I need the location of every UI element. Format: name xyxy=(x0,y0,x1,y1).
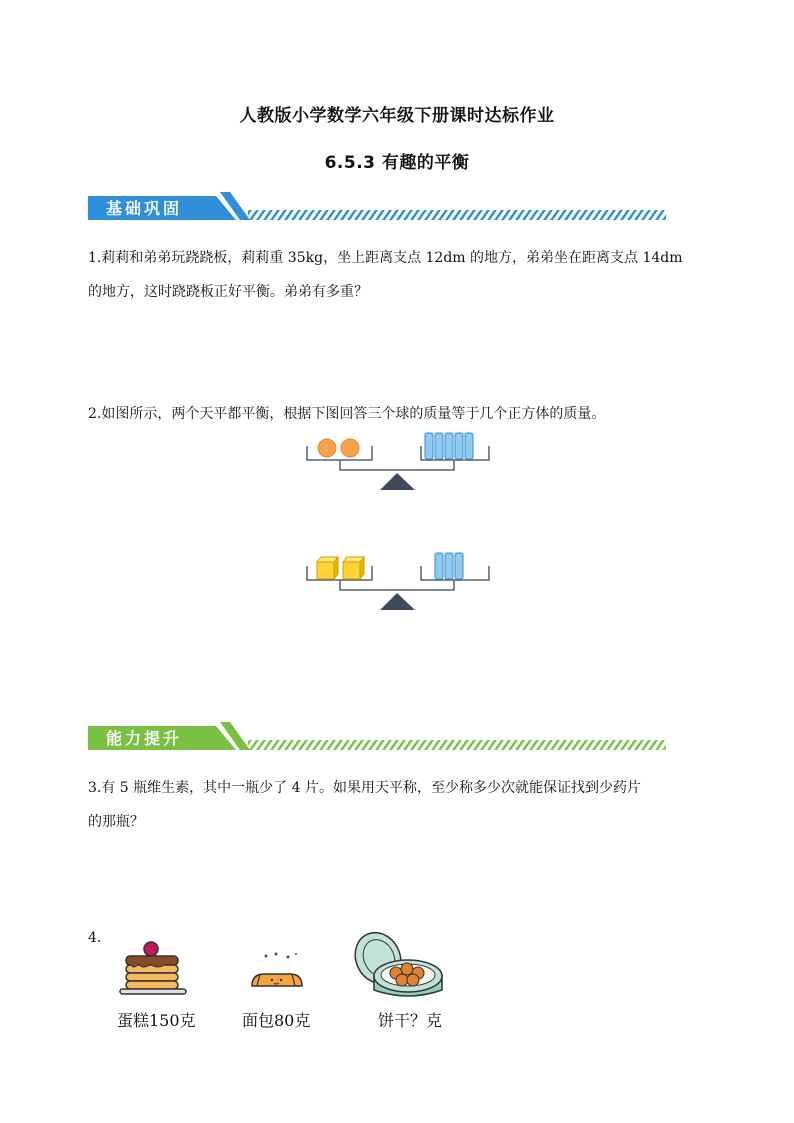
balance-figure-2 xyxy=(304,548,494,618)
cake-label: 蛋糕150克 xyxy=(117,1011,196,1030)
orange-ball-group xyxy=(318,439,359,457)
page-subtitle: 6.5.3 有趣的平衡 xyxy=(324,153,470,173)
question-4-number: 4. xyxy=(88,930,102,946)
question-3-line-2: 的那瓶？ xyxy=(88,814,144,830)
cookie-tin-icon xyxy=(350,928,450,1000)
question-1-line-2: 的地方，这时跷跷板正好平衡。弟弟有多重？ xyxy=(88,284,368,300)
question-3-line-1: 3.有 5 瓶维生素，其中一瓶少了 4 片。如果用天平称，至少称多少次就能保证找到少药片 xyxy=(88,780,641,796)
cake-icon xyxy=(118,940,188,996)
section-label-basic: 基础巩固 xyxy=(106,199,183,218)
bread-icon xyxy=(246,950,306,994)
question-1 xyxy=(88,241,728,309)
page-title: 人教版小学数学六年级下册课时达标作业 xyxy=(239,106,555,126)
question-3 xyxy=(88,771,728,839)
section-banner-basic xyxy=(88,190,668,224)
bread-label: 面包80克 xyxy=(242,1011,311,1030)
balance-figure-1 xyxy=(304,428,494,498)
section-banner-advanced xyxy=(88,720,668,754)
balance-2-graphic xyxy=(304,548,494,618)
cookie-label: 饼干？克 xyxy=(378,1011,443,1030)
section-label-advanced: 能力提升 xyxy=(106,729,183,748)
question-1-line-1: 1.莉莉和弟弟玩跷跷板，莉莉重 35kg，坐上距离支点 12dm 的地方，弟弟坐在距离支点 14dm xyxy=(88,250,683,266)
balance-1-graphic xyxy=(304,428,494,498)
question-2: 2.如图所示，两个天平都平衡，根据下图回答三个球的质量等于几个正方体的质量。 xyxy=(88,406,606,422)
